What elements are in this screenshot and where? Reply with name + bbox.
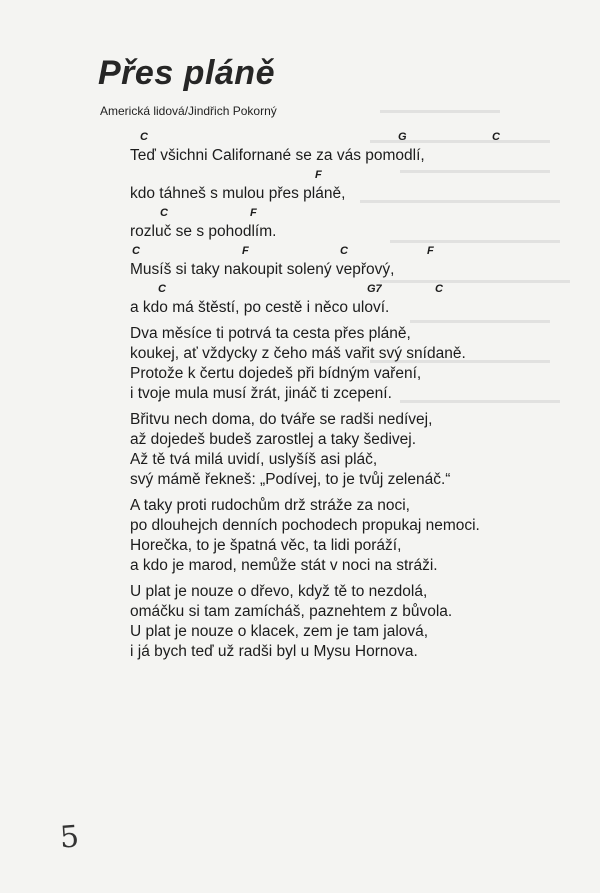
lyric-line: a kdo je marod, nemůže stát v noci na stráži. xyxy=(130,557,438,574)
chord: C xyxy=(160,207,168,219)
chord-line xyxy=(130,203,480,221)
lyric-line: U plat je nouze o dřevo, když tě to nezdolá, xyxy=(130,583,428,600)
chord-line xyxy=(130,127,500,145)
lyric-line: až dojedeš budeš zarostlej a taky šedivej. xyxy=(130,431,417,448)
lyric-line: Břitvu nech doma, do tváře se radši nedívej, xyxy=(130,411,433,428)
verse-2 xyxy=(130,323,480,403)
chord: C xyxy=(140,131,148,143)
lyric-line: omáčku si tam zamícháš, paznehtem z bůvola. xyxy=(130,603,453,620)
lyric-line: rozluč se s pohodlím. xyxy=(130,223,277,240)
chord: G xyxy=(398,131,407,143)
song-title: Přes pláně xyxy=(98,54,275,92)
lyric-line: a kdo má štěstí, po cestě i něco uloví. xyxy=(130,299,390,316)
lyric-line: Až tě tvá milá uvidí, uslyšíš asi pláč, xyxy=(130,451,378,468)
chord: F xyxy=(315,169,322,181)
chord: C xyxy=(492,131,500,143)
lyric-line: Musíš si taky nakoupit solený vepřový, xyxy=(130,261,395,278)
chord: C xyxy=(340,245,348,257)
chord: F xyxy=(242,245,249,257)
lyric-line: koukej, ať vždycky z čeho máš vařit svý snídaně. xyxy=(130,345,466,362)
chord-line xyxy=(130,241,480,259)
chord-line xyxy=(130,279,480,297)
lyric-line: kdo táhneš s mulou přes pláně, xyxy=(130,185,346,202)
song-lyrics xyxy=(130,127,500,661)
chord: C xyxy=(132,245,140,257)
verse-4 xyxy=(130,495,480,575)
verse-5 xyxy=(130,581,480,661)
song-credits: Americká lidová/Jindřich Pokorný xyxy=(100,104,277,118)
lyric-line: Teď všichni Californané se za vás pomodlí, xyxy=(130,147,425,164)
lyric-line: U plat je nouze o klacek, zem je tam jalová, xyxy=(130,623,429,640)
lyric-line: svý mámě řekneš: „Podívej, to je tvůj zelenáč.“ xyxy=(130,471,451,488)
verse-3 xyxy=(130,409,480,489)
lyric-line: po dlouhejch denních pochodech propukaj nemoci. xyxy=(130,517,480,534)
chord: G7 xyxy=(367,283,382,295)
chord: C xyxy=(435,283,443,295)
page-number: 5 xyxy=(58,819,81,856)
lyric-line: Horečka, to je špatná věc, ta lidi poráží, xyxy=(130,537,402,554)
lyric-line: i tvoje mula musí žrát, jináč ti zcepení. xyxy=(130,385,392,402)
lyric-line: i já bych teď už radši byl u Mysu Hornova. xyxy=(130,643,418,660)
chord-line xyxy=(130,165,480,183)
chord: C xyxy=(158,283,166,295)
verse-1 xyxy=(130,127,500,317)
lyric-line: A taky proti rudochům drž stráže za noci, xyxy=(130,497,410,514)
chord: F xyxy=(427,245,434,257)
lyric-line: Protože k čertu dojedeš při bídným vaření, xyxy=(130,365,422,382)
lyric-line: Dva měsíce ti potrvá ta cesta přes pláně, xyxy=(130,325,411,342)
chord: F xyxy=(250,207,257,219)
